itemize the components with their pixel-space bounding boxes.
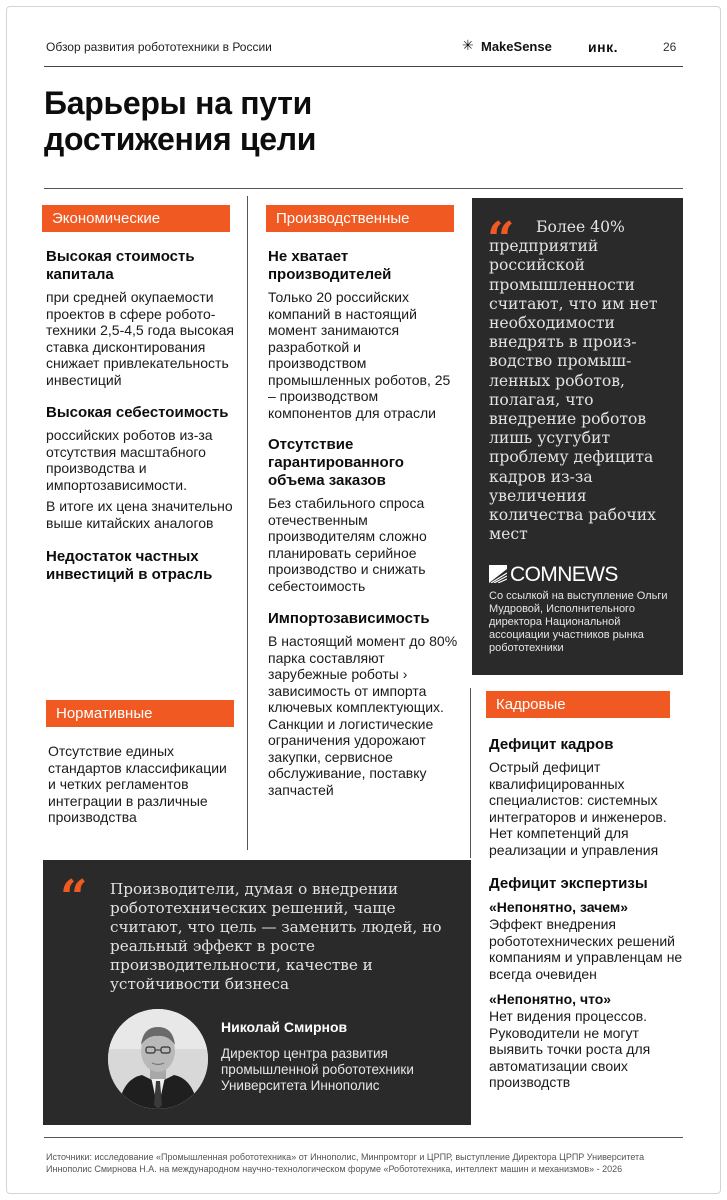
expertise-sub-text: Нет видения процессов. Руководители не могут выявить точки роста для автоматизации своих производств xyxy=(489,1008,651,1090)
barrier-text: при средней окупаемости проектов в сфере робототехники 2,5-4,5 года высокая ставка дисконтирования снижает привлекательность инвестиций xyxy=(46,289,234,388)
barrier-heading: Дефицит кадров xyxy=(489,736,614,753)
category-tag-economic: Экономические xyxy=(42,205,230,232)
production-barriers xyxy=(268,248,460,807)
column-divider xyxy=(247,196,248,850)
footer-divider xyxy=(44,1137,683,1138)
page-title: Барьеры на пути достижения цели xyxy=(44,85,317,157)
expertise-sub-heading: «Непонятно, что» xyxy=(489,991,612,1007)
barrier-text: В настоящий момент до 80% парка составляют зарубежные роботы › зависимость от импорта ключевых комплектующих. Санкции и логистические ограничения удорожают закупки, сервисное обслуживание, поставку запчастей xyxy=(268,633,458,798)
comnews-mark-icon xyxy=(489,565,507,583)
quote-mark-icon: “ xyxy=(60,870,88,926)
barrier-heading: Не хватает производителей xyxy=(268,248,392,283)
category-tag-normative: Нормативные xyxy=(46,700,234,727)
barrier-heading: Высокая стоимость капитала xyxy=(46,248,195,283)
economic-barriers xyxy=(46,248,241,589)
barrier-heading: Дефицит экспертизы xyxy=(489,875,648,892)
running-header: Обзор развития робототехники в России xyxy=(46,40,272,54)
sources-footnote: Источники: исследование «Промышленная робототехника» от Иннополис, Минпромторг и ЦРПР, выступление Директора ЦРПР Университета Иннополис Смирнова Н.А. на международном научно-технологическом форуме «Робототехника, интеллект машин и механизмов» - 2026 xyxy=(46,1152,645,1174)
barrier-text: российских роботов из-за отсутствия масштабного производства и импортозависимости. xyxy=(46,427,213,493)
speaker-name: Николай Смирнов xyxy=(221,1019,348,1035)
speaker-portrait xyxy=(108,1009,208,1109)
makesense-star-icon: ✳ xyxy=(462,37,474,53)
barrier-heading: Отсутствие гарантированного объема заказов xyxy=(268,436,404,489)
quote-source-caption: Со ссылкой на выступление Ольги Мудровой, Исполнительного директора Национальной ассоциации участников рынка робототехники xyxy=(489,590,668,654)
expertise-sub-text: Эффект внедрения робототехнических решений компаниям и управленцам не всегда очевиден xyxy=(489,916,683,982)
quote-mark-icon: “ xyxy=(487,212,515,268)
comnews-logo xyxy=(489,563,618,587)
barrier-text: Без стабильного спроса отечественным производителям сложно планировать серийное производство и снижать себестоимость xyxy=(268,495,427,594)
speaker-avatar xyxy=(108,1009,208,1109)
barrier-heading: Высокая себестоимость xyxy=(46,404,229,421)
makesense-logo: MakeSense xyxy=(481,39,552,54)
page-number: 26 xyxy=(663,40,677,54)
survey-quote-text: Более 40% предприятий российской промышленности считают, что им нет необходимости внедрять в производство промышленных роботов, полагая, что внедрение роботов лишь усугубит проблему дефицита кадров из-за увеличения количества рабочих мест xyxy=(489,218,658,544)
column-divider xyxy=(470,688,471,858)
barrier-text: Только 20 российских компаний в настоящий момент занимаются разработкой и производством промышленных роботов, 25 – производством компонентов для отрасли xyxy=(268,289,451,421)
ink-logo: инк. xyxy=(588,39,618,55)
header-divider xyxy=(44,66,683,67)
barrier-text: В итоге их цена значительно выше китайских аналогов xyxy=(46,498,233,531)
barrier-text: Острый дефицит квалифицированных специалистов: системных интеграторов и инженеров. Нет компетенций для реализации и управления xyxy=(489,759,667,858)
barrier-heading: Недостаток частных инвестиций в отрасль xyxy=(46,548,213,583)
category-tag-personnel: Кадровые xyxy=(486,691,670,718)
expert-quote-text: Производители, думая о внедрении робототехнических решений, чаще считают, что цель — заменить людей, но реальный эффект в росте производительности, качестве и устойчивости бизнеса xyxy=(110,880,442,993)
barrier-heading: Импортозависимость xyxy=(268,610,430,627)
comnews-logo-text: COMNEWS xyxy=(510,563,618,586)
expertise-sub-heading: «Непонятно, зачем» xyxy=(489,899,629,915)
normative-barrier-text: Отсутствие единых стандартов классификации и четких регламентов интеграции в различные производства xyxy=(48,743,227,825)
speaker-role: Директор центра развития промышленной робототехники Университета Иннополис xyxy=(221,1046,414,1093)
personnel-barriers xyxy=(489,736,689,1095)
category-tag-production: Производственные xyxy=(266,205,454,232)
title-divider xyxy=(44,188,683,189)
